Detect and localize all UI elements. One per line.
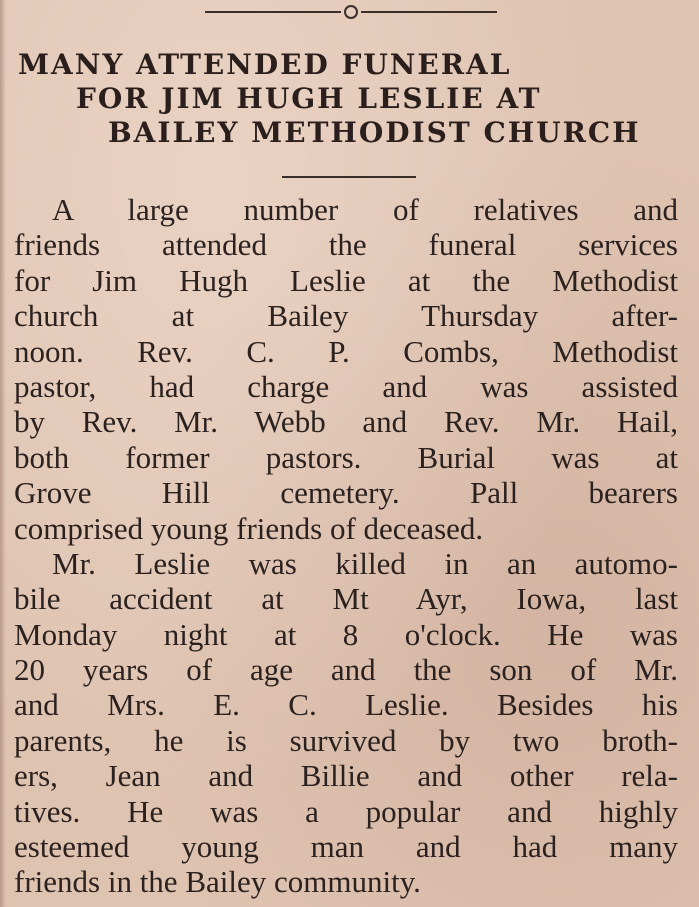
- body-line: friends in the Bailey community.: [14, 864, 421, 900]
- headline-line-1: MANY ATTENDED FUNERAL: [18, 48, 512, 81]
- clipping-edge-shadow: [0, 0, 6, 907]
- article-headline: [18, 48, 688, 150]
- body-line: comprised young friends of deceased.: [14, 510, 484, 546]
- body-line: esteemed young man and had many: [14, 829, 678, 865]
- ornament-rule-right: [361, 11, 497, 13]
- headline-line-3: BAILEY METHODIST CHURCH: [108, 116, 641, 149]
- body-line: for Jim Hugh Leslie at the Methodist: [14, 262, 678, 298]
- body-line: 20 years of age and the son of Mr.: [14, 652, 678, 688]
- article-body: [14, 192, 678, 900]
- body-line: friends attended the funeral services: [14, 227, 678, 263]
- headline-divider: [282, 176, 416, 178]
- body-line: by Rev. Mr. Webb and Rev. Mr. Hail,: [14, 404, 678, 440]
- paragraph-2: [14, 546, 678, 900]
- headline-line-2: FOR JIM HUGH LESLIE AT: [76, 82, 542, 115]
- body-line: A large number of relatives and: [52, 192, 678, 227]
- body-line: and Mrs. E. C. Leslie. Besides his: [14, 687, 678, 723]
- body-line: tives. He was a popular and highly: [14, 793, 678, 829]
- body-line: both former pastors. Burial was at: [14, 439, 678, 475]
- body-line: Grove Hill cemetery. Pall bearers: [14, 475, 678, 511]
- ornament-rule-left: [205, 11, 341, 13]
- ornament-circle: [344, 5, 358, 19]
- top-ornament-divider: [205, 4, 497, 20]
- body-line: pastor, had charge and was assisted: [14, 368, 678, 404]
- body-line: parents, he is survived by two broth-: [14, 722, 678, 758]
- body-line: Mr. Leslie was killed in an automo-: [52, 545, 678, 581]
- body-line: Monday night at 8 o'clock. He was: [14, 616, 678, 652]
- body-line: bile accident at Mt Ayr, Iowa, last: [14, 581, 678, 617]
- body-line: ers, Jean and Billie and other rela-: [14, 758, 678, 794]
- body-line: church at Bailey Thursday after-: [14, 298, 678, 334]
- body-line: noon. Rev. C. P. Combs, Methodist: [14, 333, 678, 369]
- paragraph-1: [14, 192, 678, 546]
